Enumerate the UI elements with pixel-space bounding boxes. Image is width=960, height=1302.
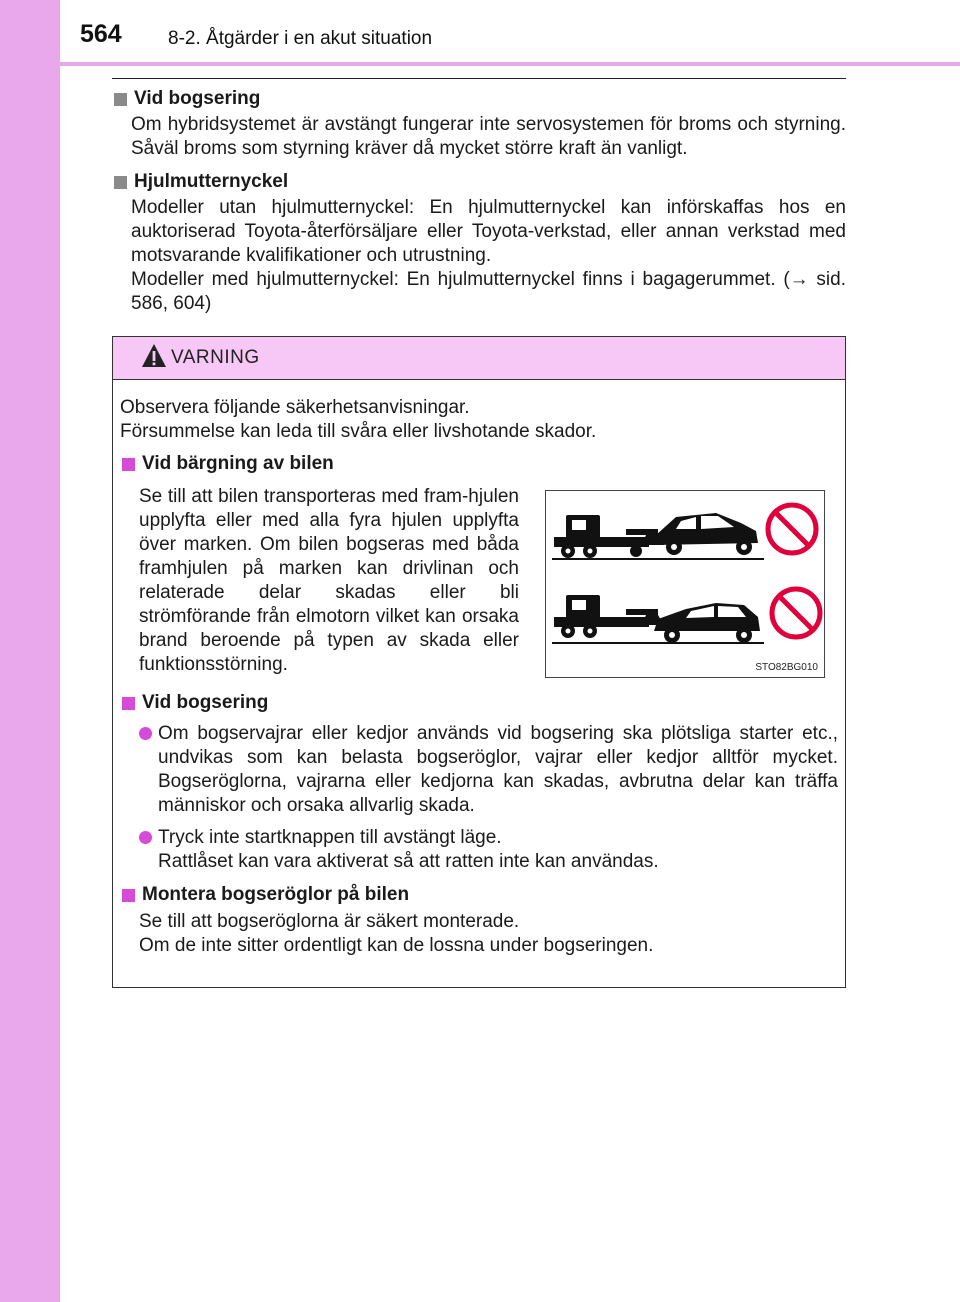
round-bullet-icon <box>139 727 152 740</box>
square-bullet-icon <box>122 889 135 902</box>
towing-bullet-1 <box>139 722 838 818</box>
heading-wheel-nut-wrench-text: Hjulmutternyckel <box>134 171 289 192</box>
mount-eyes-text-2: Om de inte sitter ordentligt kan de lossna under bogseringen. <box>139 935 654 956</box>
towing-illustration <box>545 490 825 678</box>
towed-car-icon <box>654 603 760 643</box>
square-bullet-icon <box>122 697 135 710</box>
recovery-section <box>120 485 838 678</box>
warning-body <box>113 380 845 958</box>
heading-towing-warning-text: Vid bogsering <box>142 692 269 713</box>
figure-code: STO82BG010 <box>755 662 818 673</box>
square-bullet-icon <box>114 176 127 189</box>
wrench-paragraph-1: Modeller utan hjulmutternyckel: En hjulmutternyckel kan införskaffas hos en auktoriserad Toyota-återförsäljare eller Toyota-verkstad, eller annan verkstad med motsvarande kvalifikationer och utrustning. <box>131 197 846 266</box>
towing-bullet-2-line-2: Rattlåset kan vara aktiverat så att ratten inte kan användas. <box>158 851 659 872</box>
towing-bullet-2-line-1: Tryck inte startknappen till avstängt läge. <box>158 827 502 848</box>
warning-box <box>112 336 846 988</box>
round-bullet-icon <box>139 831 152 844</box>
towing-bullet-2-body <box>158 826 838 874</box>
towing-bullet-2 <box>139 826 838 874</box>
header-band <box>0 62 960 66</box>
heading-mount-eyes-text: Montera bogseröglor på bilen <box>142 884 410 905</box>
mount-eyes-text-1: Se till att bogseröglorna är säkert monterade. <box>139 911 520 932</box>
towing-bullet-1-text: Om bogservajrar eller kedjor används vid bogsering ska plötsliga starter etc., undvikas som kan belasta bogseröglor, vajrar eller kedjor alltför mycket. Bogseröglorna, vajrarna eller kedjorna kan skadas, avbrutna delar kan träffa människor och orsaka allvarlig skada. <box>158 723 838 816</box>
heading-recovery <box>120 453 838 475</box>
prohibited-icon <box>772 589 820 637</box>
warning-intro-1: Observera följande säkerhetsanvisningar. <box>120 397 470 418</box>
heading-mount-eyes <box>120 884 838 906</box>
square-bullet-icon <box>122 458 135 471</box>
warning-triangle-icon <box>141 343 167 369</box>
heading-wheel-nut-wrench <box>112 171 846 193</box>
square-bullet-icon <box>114 93 127 106</box>
heading-towing-warning <box>120 692 838 714</box>
header-rule <box>112 78 846 79</box>
warning-title: VARNING <box>171 347 260 368</box>
warning-intro-2: Försummelse kan leda till svåra eller livshotande skador. <box>120 421 597 442</box>
top-content <box>112 88 846 316</box>
warning-header <box>113 337 845 380</box>
recovery-text: Se till att bilen transporteras med fram-hjulen upplyfta eller med alla fyra hjulen upplyfta över marken. Om bilen bogseras med båda framhjulen på marken kan drivlinan och relaterade delar skadas eller bli strömförande från elmotorn vilket kan orsaka brand beroende på typen av skada eller funktionsstörning. <box>139 486 519 675</box>
section-title: 8-2. Åtgärder i en akut situation <box>168 28 433 49</box>
chapter-side-tab <box>0 0 60 1302</box>
prohibited-icon <box>768 505 816 553</box>
heading-recovery-text: Vid bärgning av bilen <box>142 453 334 474</box>
tow-truck-icon <box>554 515 664 558</box>
towing-paragraph: Om hybridsystemet är avstängt fungerar inte servosystemen för broms och styrning. Såväl broms som styrning kräver då mycket större kraft än vanligt. <box>131 114 846 159</box>
car-on-dolly-icon <box>656 513 758 555</box>
towing-prohibited-illustration <box>546 491 824 677</box>
heading-towing <box>112 88 846 110</box>
wrench-paragraph-2: Modeller med hjulmutternyckel: En hjulmutternyckel finns i bagagerummet. (→ sid. 586, 604) <box>131 269 846 314</box>
page-number: 564 <box>80 20 122 48</box>
heading-towing-text: Vid bogsering <box>134 88 261 109</box>
tow-truck-icon <box>554 595 664 638</box>
